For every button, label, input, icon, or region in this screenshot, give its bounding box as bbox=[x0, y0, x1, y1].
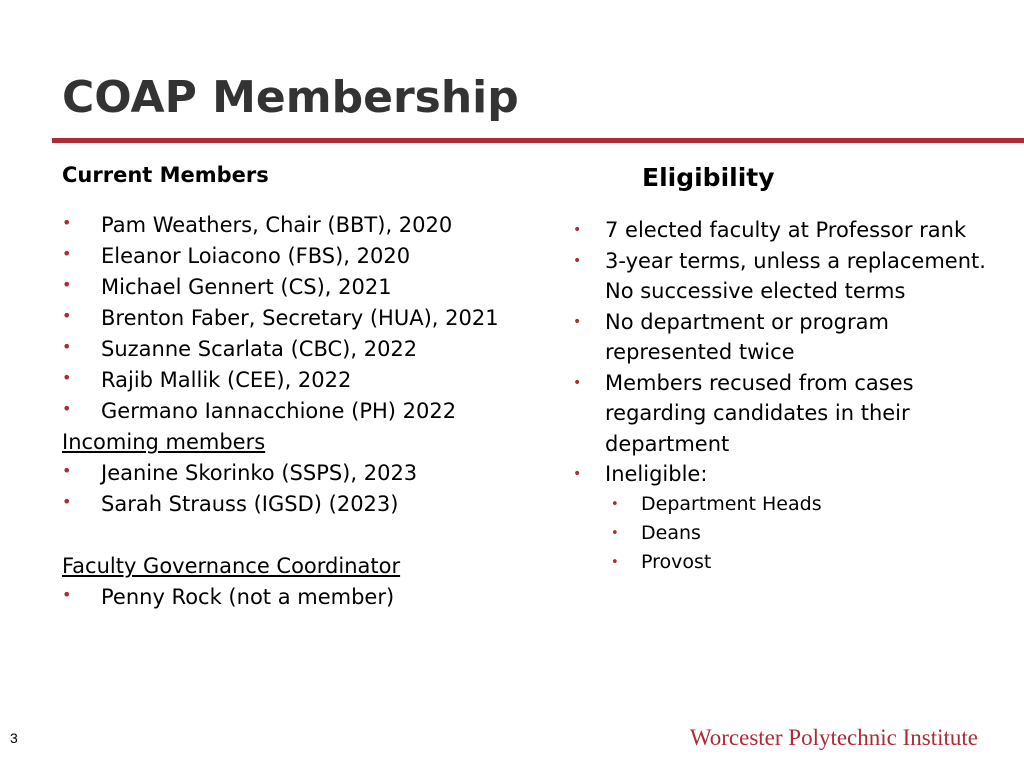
list-item bbox=[62, 241, 552, 272]
incoming-members-list bbox=[62, 458, 552, 520]
bullet-dot-icon: • bbox=[62, 306, 72, 325]
ineligible-role: Department Heads bbox=[641, 492, 822, 515]
coordinator-name: Penny Rock (not a member) bbox=[101, 585, 395, 609]
list-item bbox=[62, 210, 552, 241]
list-item bbox=[605, 490, 1010, 519]
bullet-dot-icon: • bbox=[573, 252, 582, 269]
bullet-dot-icon: • bbox=[573, 374, 582, 391]
list-item bbox=[570, 215, 1010, 246]
bullet-dot-icon: • bbox=[62, 275, 72, 294]
list-item bbox=[605, 548, 1010, 577]
wpi-logo: Worcester Polytechnic Institute bbox=[689, 725, 978, 750]
bullet-dot-icon: • bbox=[62, 461, 72, 480]
coordinator-heading: Faculty Governance Coordinator bbox=[62, 554, 401, 578]
bullet-dot-icon: • bbox=[62, 492, 72, 511]
spacer bbox=[62, 520, 552, 551]
member-name: Sarah Strauss (IGSD) (2023) bbox=[101, 492, 399, 516]
list-item bbox=[570, 307, 1010, 368]
member-name: Michael Gennert (CS), 2021 bbox=[101, 275, 392, 299]
current-members-column bbox=[62, 158, 552, 613]
slide-title: COAP Membership bbox=[62, 72, 519, 123]
list-item bbox=[62, 272, 552, 303]
list-item bbox=[605, 519, 1010, 548]
eligibility-heading: Eligibility bbox=[642, 163, 775, 192]
eligibility-rule: Ineligible: bbox=[605, 462, 708, 486]
bullet-dot-icon: • bbox=[62, 585, 72, 604]
list-item bbox=[62, 458, 552, 489]
ineligible-role: Provost bbox=[641, 550, 712, 573]
member-name: Eleanor Loiacono (FBS), 2020 bbox=[101, 244, 411, 268]
bullet-dot-icon: • bbox=[62, 244, 72, 263]
incoming-members-heading: Incoming members bbox=[62, 430, 266, 454]
current-members-list bbox=[62, 210, 552, 427]
eligibility-column bbox=[570, 215, 1010, 577]
member-name: Jeanine Skorinko (SSPS), 2023 bbox=[101, 461, 418, 485]
bullet-dot-icon: • bbox=[611, 496, 619, 512]
bullet-dot-icon: • bbox=[62, 213, 72, 232]
list-item bbox=[62, 303, 552, 334]
eligibility-rule: No department or program represented twice bbox=[605, 309, 889, 364]
list-item bbox=[570, 246, 1010, 307]
bullet-dot-icon: • bbox=[573, 313, 582, 330]
eligibility-rule: 7 elected faculty at Professor rank bbox=[605, 218, 967, 242]
current-members-heading: Current Members bbox=[62, 163, 269, 187]
ineligible-list bbox=[605, 490, 1010, 577]
member-name: Rajib Mallik (CEE), 2022 bbox=[101, 368, 352, 392]
list-item bbox=[570, 368, 1010, 460]
bullet-dot-icon: • bbox=[573, 466, 582, 482]
coordinator-list bbox=[62, 582, 552, 613]
list-item bbox=[62, 582, 552, 613]
bullet-dot-icon: • bbox=[62, 337, 72, 356]
title-divider bbox=[52, 138, 1024, 143]
member-name: Brenton Faber, Secretary (HUA), 2021 bbox=[101, 306, 499, 330]
eligibility-list bbox=[570, 215, 1010, 577]
member-name: Germano Iannacchione (PH) 2022 bbox=[101, 399, 457, 423]
slide-number: 3 bbox=[10, 730, 18, 746]
bullet-dot-icon: • bbox=[62, 368, 72, 387]
eligibility-rule: 3-year terms, unless a replacement. No successive elected terms bbox=[605, 248, 986, 303]
ineligible-role: Deans bbox=[641, 521, 701, 544]
list-item bbox=[62, 396, 552, 427]
list-item bbox=[62, 365, 552, 396]
bullet-dot-icon: • bbox=[62, 399, 72, 418]
member-name: Suzanne Scarlata (CBC), 2022 bbox=[101, 337, 418, 361]
list-item bbox=[570, 459, 1010, 577]
member-name: Pam Weathers, Chair (BBT), 2020 bbox=[101, 213, 453, 237]
list-item bbox=[62, 489, 552, 520]
list-item bbox=[62, 334, 552, 365]
bullet-dot-icon: • bbox=[611, 554, 619, 570]
bullet-dot-icon: • bbox=[573, 222, 582, 238]
eligibility-rule: Members recused from cases regarding candidates in their department bbox=[605, 370, 914, 456]
bullet-dot-icon: • bbox=[611, 525, 619, 541]
